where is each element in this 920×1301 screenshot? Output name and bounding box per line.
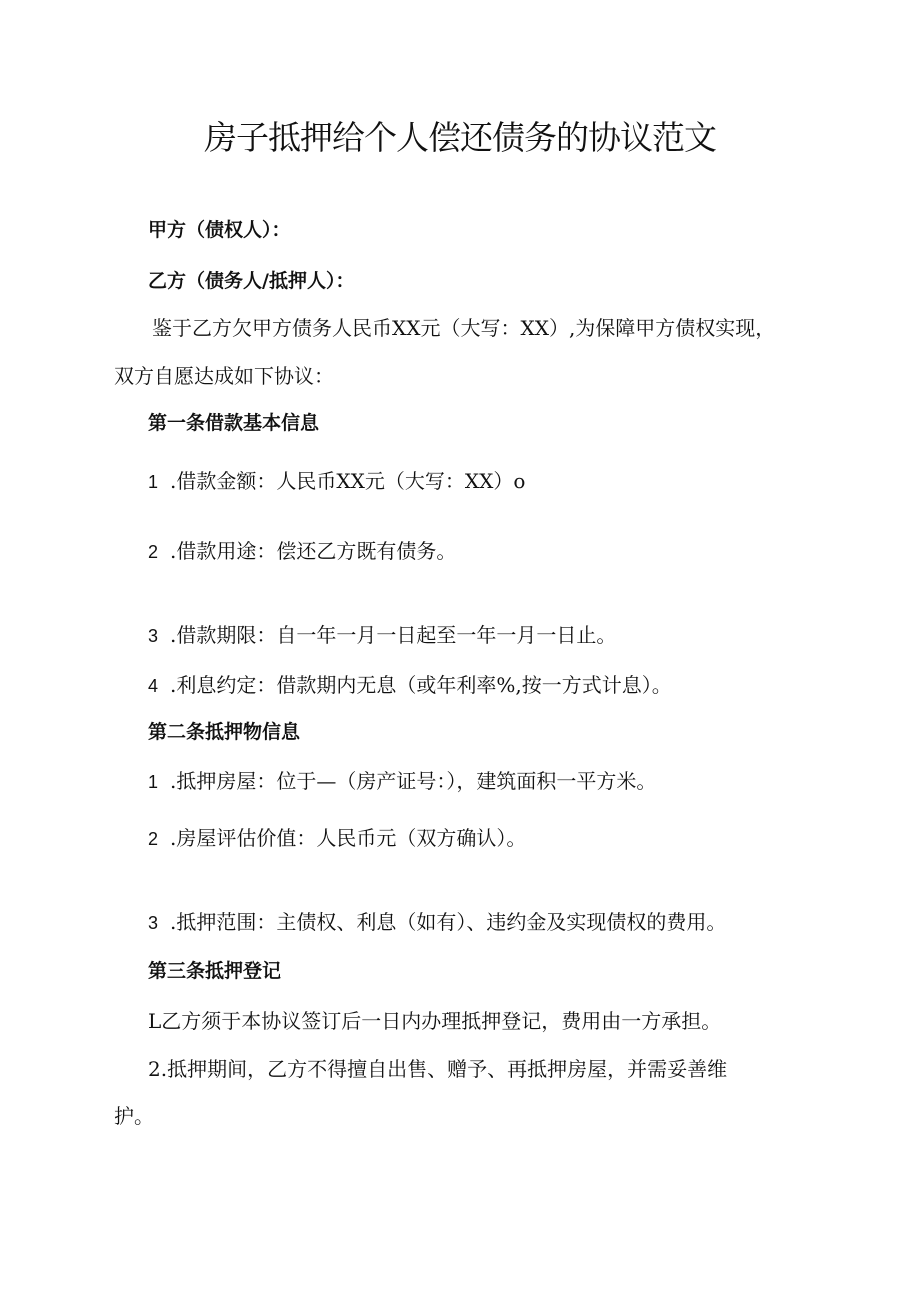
section-1-item-1 xyxy=(148,466,525,497)
party-a-line: 甲方（债权人）： xyxy=(148,219,291,241)
item-number: 4 xyxy=(148,676,159,696)
section-1-item-4 xyxy=(148,670,672,701)
item-text: .房屋评估价值：人民币元（双方确认）。 xyxy=(170,826,527,850)
document-title: 房子抵押给个人偿还债务的协议范文 xyxy=(204,118,716,157)
item-text: .借款期限：自一年一月一日起至一年一月一日止。 xyxy=(170,623,617,647)
preamble-line-2: 双方自愿达成如下协议： xyxy=(114,364,334,388)
item-text: .借款用途：偿还乙方既有债务。 xyxy=(170,539,457,563)
item-number: 3 xyxy=(148,626,159,646)
item-text: .抵押范围：主债权、利息（如有）、违约金及实现债权的费用。 xyxy=(170,910,727,934)
section-3-item-1: L乙方须于本协议签订后一日内办理抵押登记，费用由一方承担。 xyxy=(148,1009,722,1033)
preamble-line-1: 鉴于乙方欠甲方债务人民币XX元（大写：XX）,为保障甲方债权实现， xyxy=(152,316,776,340)
item-text: .抵押房屋：位于—（房产证号：），建筑面积一平方米。 xyxy=(170,769,657,793)
party-b-line: 乙方（债务人/抵押人）： xyxy=(148,270,355,292)
section-1-item-3 xyxy=(148,620,616,651)
section-3-item-2-line-2: 护。 xyxy=(114,1104,154,1128)
section-3-heading: 第三条抵押登记 xyxy=(148,960,282,982)
section-2-heading: 第二条抵押物信息 xyxy=(148,721,301,743)
section-3-item-2-line-1: 2.抵押期间，乙方不得擅自出售、赠予、再抵押房屋，并需妥善维 xyxy=(148,1057,728,1081)
item-text: .借款金额：人民币XX元（大写：XX）o xyxy=(170,469,526,493)
item-number: 1 xyxy=(148,772,159,792)
section-1-heading: 第一条借款基本信息 xyxy=(148,412,320,434)
item-number: 1 xyxy=(148,472,159,492)
section-2-item-1 xyxy=(148,766,656,797)
item-text: .利息约定：借款期内无息（或年利率%,按一方式计息）。 xyxy=(170,673,672,697)
item-number: 2 xyxy=(148,829,159,849)
section-2-item-2 xyxy=(148,823,526,854)
item-number: 3 xyxy=(148,913,159,933)
section-1-item-2 xyxy=(148,536,456,567)
item-number: 2 xyxy=(148,542,159,562)
section-2-item-3 xyxy=(148,907,726,938)
